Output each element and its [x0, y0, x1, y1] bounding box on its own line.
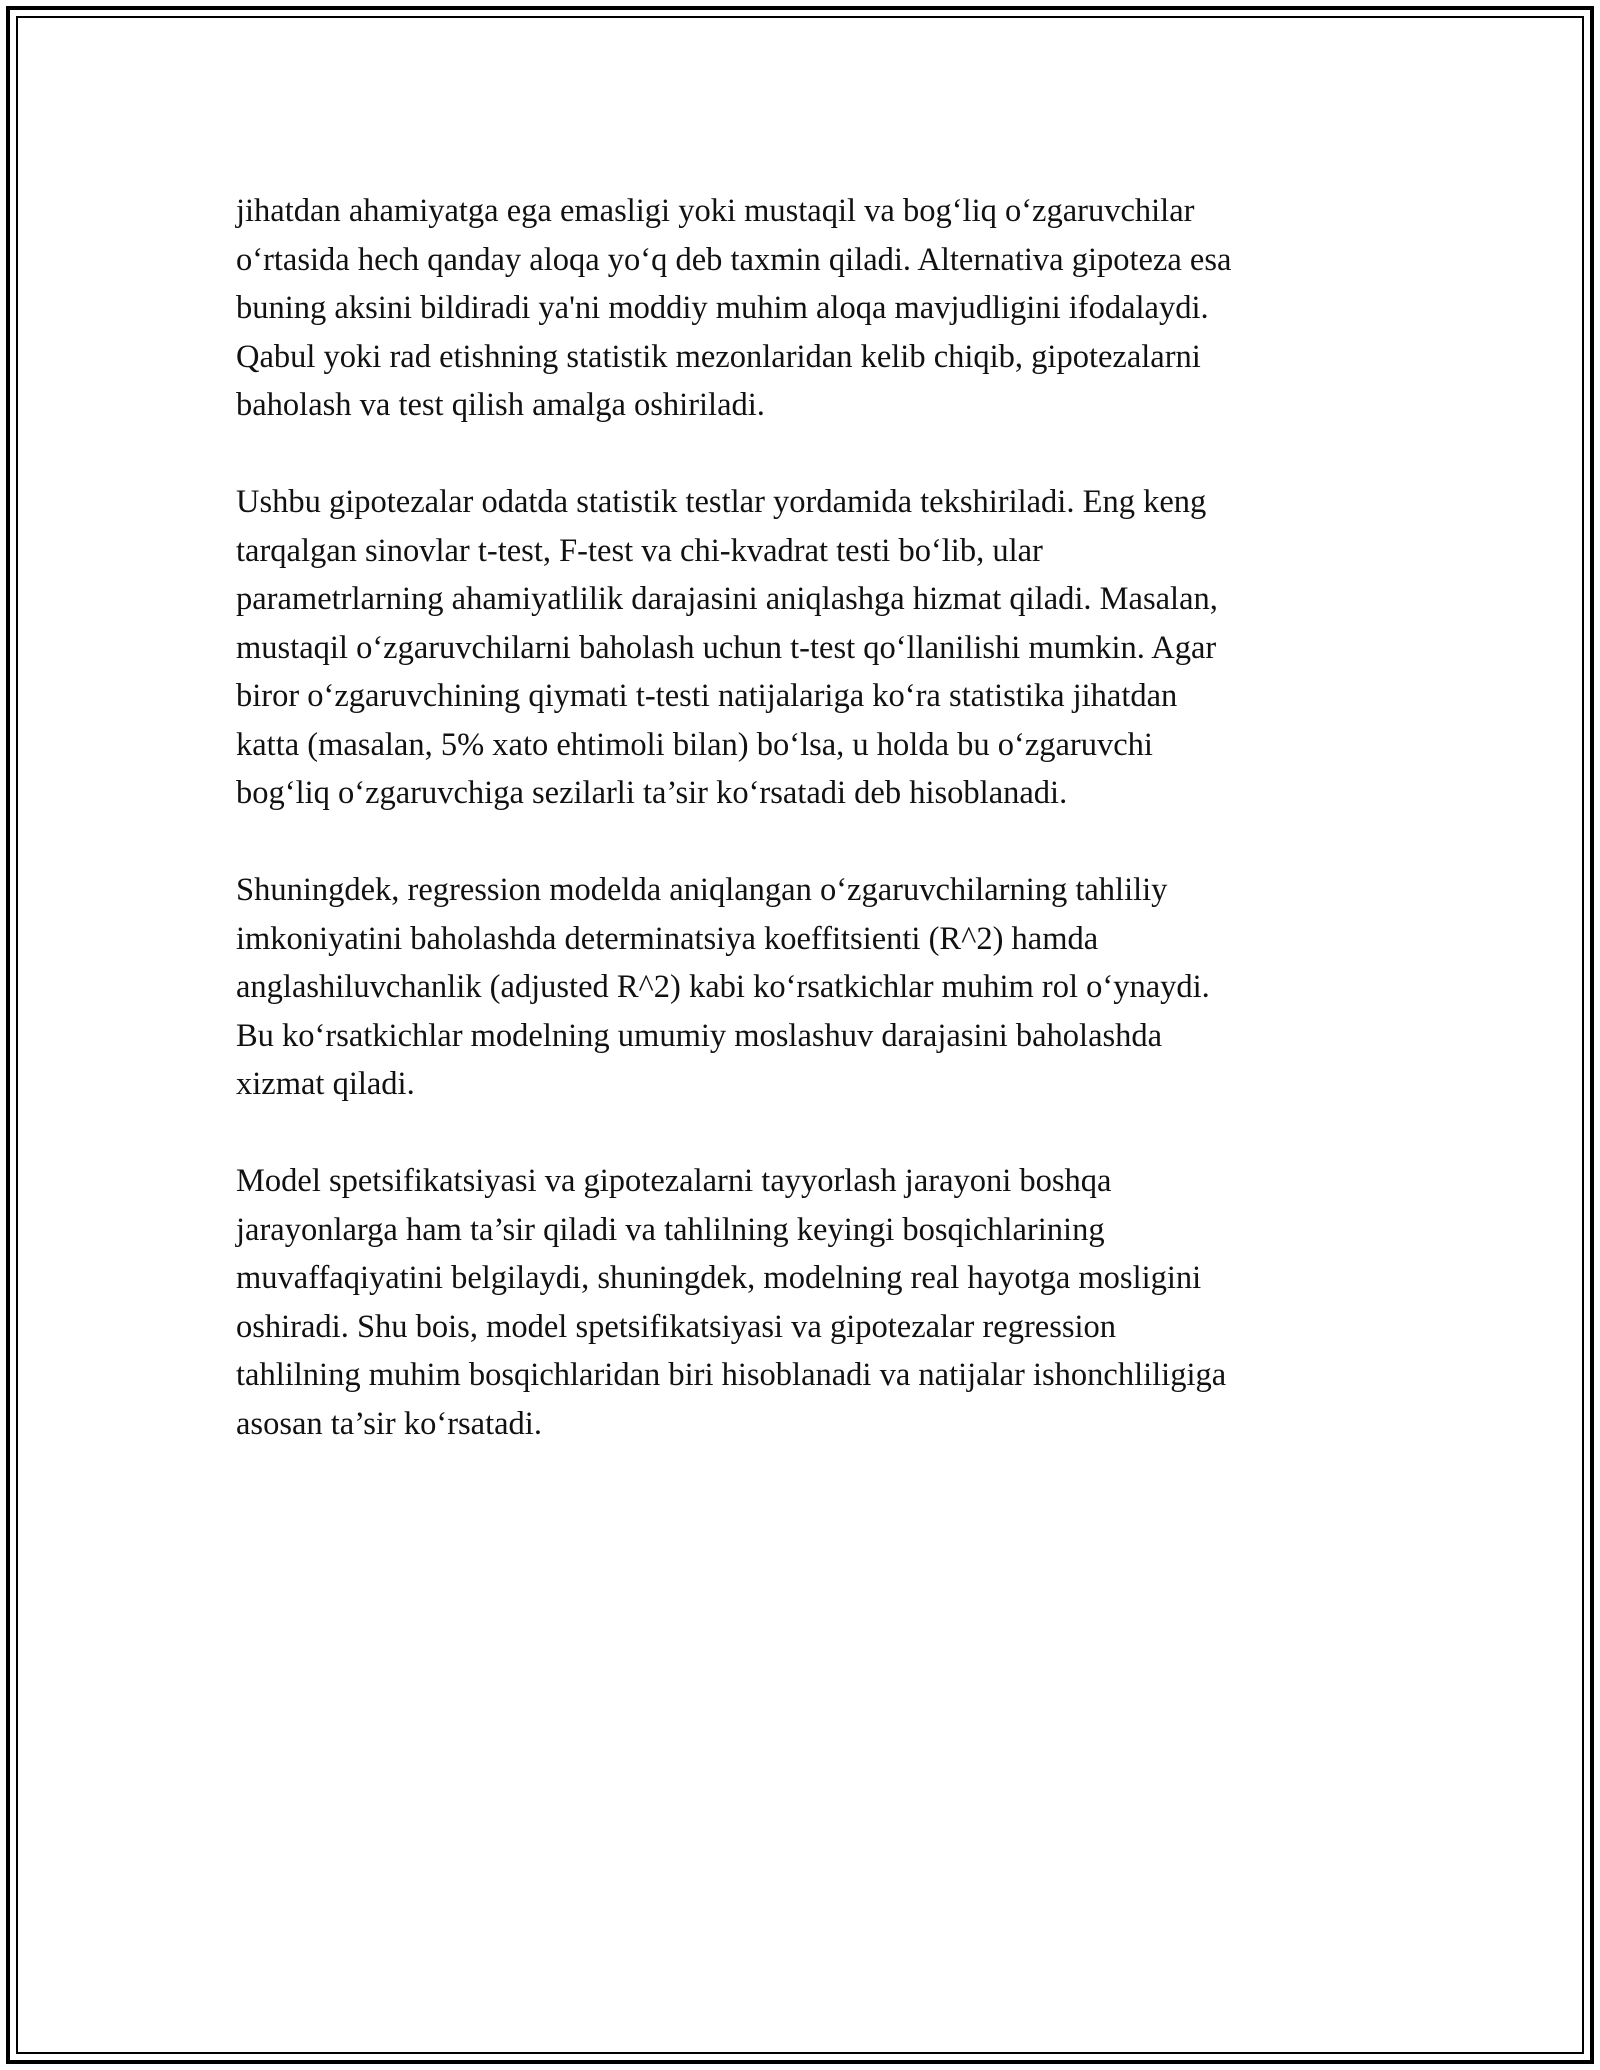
- paragraph-2: Ushbu gipotezalar odatda statistik testlar yordamida tekshiriladi. Eng keng tarqalgan sinovlar t-test, F-test va chi-kvadrat testi bo‘lib, ular parametrlarning ahamiyatlilik darajasini aniqlashga hizmat qiladi. Masalan, mustaqil o‘zgaruvchilarni baholash uchun t-test qo‘llanilishi mumkin. Agar biror o‘zgaruvchining qiymati t-testi natijalariga ko‘ra statistika jihatdan katta (masalan, 5% xato ehtimoli bilan) bo‘lsa, u holda bu o‘zgaruvchi bog‘liq o‘zgaruvchiga sezilarli ta’sir ko‘rsatadi deb hisoblanadi.: [236, 484, 1218, 811]
- paragraph-3: Shuningdek, regression modelda aniqlangan o‘zgaruvchilarning tahliliy imkoniyatini baholashda determinatsiya koeffitsienti (R^2) hamda anglashiluvchanlik (adjusted R^2) kabi ko‘rsatkichlar muhim rol o‘ynaydi. Bu ko‘rsatkichlar modelning umumiy moslashuv darajasini baholashda xizmat qiladi.: [236, 872, 1210, 1102]
- paragraph-1: jihatdan ahamiyatga ega emasligi yoki mustaqil va bog‘liq o‘zgaruvchilar o‘rtasida hech qanday aloqa yo‘q deb taxmin qiladi. Alternativa gipoteza esa buning aksini bildiradi ya'ni moddiy muhim aloqa mavjudligini ifodalaydi. Qabul yoki rad etishning statistik mezonlaridan kelib chiqib, gipotezalarni baholash va test qilish amalga oshiriladi.: [236, 193, 1232, 423]
- document-body: [236, 187, 1376, 1497]
- paragraph-4: Model spetsifikatsiyasi va gipotezalarni tayyorlash jarayoni boshqa jarayonlarga ham ta’sir qiladi va tahlilning keyingi bosqichlarining muvaffaqiyatini belgilaydi, shuningdek, modelning real hayotga mosligini oshiradi. Shu bois, model spetsifikatsiyasi va gipotezalar regression tahlilning muhim bosqichlaridan biri hisoblanadi va natijalar ishonchliligiga asosan ta’sir ko‘rsatadi.: [236, 1163, 1227, 1442]
